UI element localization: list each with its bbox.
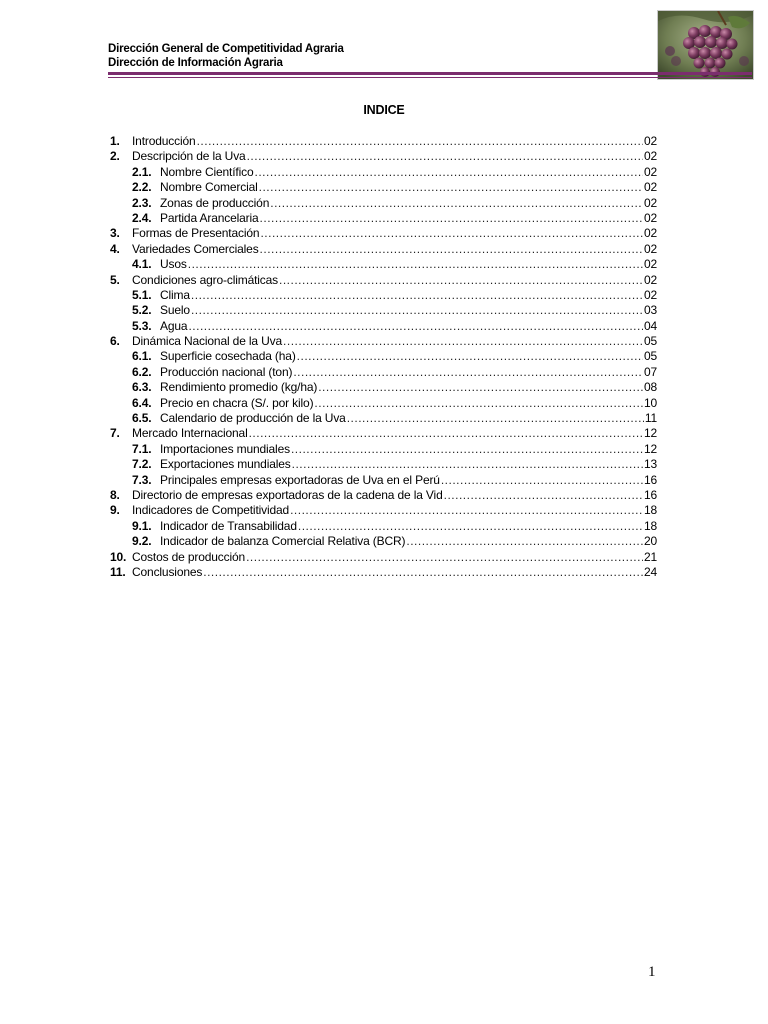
toc-entry[interactable]	[110, 411, 657, 426]
toc-entry-number: 2.	[110, 149, 120, 164]
toc-entry[interactable]	[110, 426, 657, 441]
toc-dot-leader	[249, 426, 643, 441]
toc-entry-label: Indicador de balanza Comercial Relativa (BCR)	[160, 534, 406, 549]
toc-entry-label: Nombre Científico	[160, 164, 254, 179]
toc-dot-leader	[188, 319, 643, 334]
toc-entry-number: 9.1.	[132, 518, 152, 533]
toc-entry[interactable]	[110, 457, 657, 472]
toc-entry-number: 4.1.	[132, 257, 152, 272]
toc-dot-leader	[292, 457, 643, 472]
toc-entry-page: 12	[643, 441, 657, 456]
toc-dot-leader	[314, 396, 643, 411]
toc-entry[interactable]	[110, 226, 657, 241]
toc-entry-number: 6.4.	[132, 395, 152, 410]
toc-entry-number: 7.3.	[132, 472, 152, 487]
toc-entry-page: 02	[643, 210, 657, 225]
toc-dot-leader	[406, 534, 643, 549]
toc-entry[interactable]	[110, 273, 657, 288]
toc-entry-page: 02	[643, 195, 657, 210]
toc-entry-page: 02	[643, 287, 657, 302]
toc-entry[interactable]	[110, 550, 657, 565]
toc-entry-label: Costos de producción	[132, 549, 246, 564]
toc-entry[interactable]	[110, 165, 657, 180]
toc-entry-number: 2.4.	[132, 210, 152, 225]
toc-entry-page: 02	[643, 272, 657, 287]
grapes-illustration	[658, 11, 753, 79]
header-line-2: Dirección de Información Agraria	[108, 57, 283, 69]
toc-entry-page: 24	[643, 564, 657, 579]
toc-dot-leader	[260, 226, 643, 241]
toc-entry-number: 3.	[110, 226, 120, 241]
toc-entry-page: 08	[643, 380, 657, 395]
toc-entry[interactable]	[110, 288, 657, 303]
toc-entry-number: 10.	[110, 549, 127, 564]
toc-entry-number: 1.	[110, 134, 120, 148]
toc-entry-page: 02	[643, 241, 657, 256]
toc-dot-leader	[247, 149, 643, 164]
document-header	[108, 42, 344, 70]
toc-entry-page: 11	[644, 411, 657, 426]
toc-entry-label: Indicadores de Competitividad	[132, 503, 290, 518]
toc-entry-number: 6.3.	[132, 380, 152, 395]
toc-dot-leader	[259, 180, 643, 195]
toc-entry-label: Zonas de producción	[160, 195, 270, 210]
toc-dot-leader	[298, 519, 643, 534]
toc-entry-page: 04	[643, 318, 657, 333]
toc-entry[interactable]	[110, 180, 657, 195]
toc-entry-label: Dinámica Nacional de la Uva	[132, 334, 283, 349]
toc-dot-leader	[279, 273, 643, 288]
toc-entry-number: 9.2.	[132, 534, 152, 549]
toc-entry-page: 02	[643, 257, 657, 272]
toc-entry-label: Formas de Presentación	[132, 226, 260, 241]
toc-entry-label: Nombre Comercial	[160, 180, 258, 195]
toc-entry-label: Clima	[160, 287, 190, 302]
toc-entry[interactable]	[110, 303, 657, 318]
toc-entry-number: 7.2.	[132, 457, 152, 472]
toc-dot-leader	[318, 380, 643, 395]
toc-entry-label: Indicador de Transabilidad	[160, 518, 297, 533]
toc-entry-page: 13	[643, 457, 657, 472]
toc-entry-page: 10	[643, 395, 657, 410]
header-line-1: Dirección General de Competitividad Agraria	[108, 43, 344, 55]
toc-entry-label: Partida Arancelaria	[160, 210, 259, 225]
toc-entry-page: 16	[643, 487, 657, 502]
toc-entry-number: 11.	[110, 564, 126, 579]
toc-entry-number: 6.	[110, 334, 120, 349]
toc-entry-number: 7.1.	[132, 441, 152, 456]
toc-entry-number: 6.5.	[132, 411, 152, 426]
toc-entry[interactable]	[110, 196, 657, 211]
toc-entry-label: Descripción de la Uva	[132, 149, 246, 164]
toc-entry[interactable]	[110, 534, 657, 549]
toc-entry[interactable]	[110, 365, 657, 380]
toc-entry[interactable]	[110, 442, 657, 457]
toc-entry-label: Exportaciones mundiales	[160, 457, 291, 472]
toc-entry-page: 05	[643, 334, 657, 349]
page-number: 1	[648, 964, 656, 980]
grapes-photo-icon	[657, 10, 754, 80]
toc-entry-label: Producción nacional (ton)	[160, 364, 293, 379]
toc-entry-number: 5.2.	[132, 303, 152, 318]
toc-entry[interactable]	[110, 349, 657, 364]
toc-entry-label: Superficie cosechada (ha)	[160, 349, 296, 364]
header-divider-thin	[108, 77, 752, 78]
toc-entry-page: 02	[643, 226, 657, 241]
toc-entry-label: Agua	[160, 318, 188, 333]
toc-entry-number: 2.3.	[132, 195, 152, 210]
toc-dot-leader	[191, 288, 643, 303]
toc-entry[interactable]	[110, 242, 657, 257]
toc-entry-page: 02	[643, 134, 657, 148]
toc-entry[interactable]	[110, 257, 657, 272]
toc-entry[interactable]	[110, 319, 657, 334]
toc-entry-page: 16	[643, 472, 657, 487]
toc-entry-page: 18	[643, 518, 657, 533]
toc-title: INDICE	[363, 103, 405, 117]
toc-dot-leader	[444, 488, 643, 503]
toc-entry-page: 20	[643, 534, 657, 549]
toc-entry-label: Mercado Internacional	[132, 426, 248, 441]
toc-entry-number: 9.	[110, 503, 120, 518]
toc-entry-label: Principales empresas exportadoras de Uva en el Perú	[160, 472, 440, 487]
toc-entry-page: 03	[643, 303, 657, 318]
toc-entry-number: 4.	[110, 241, 120, 256]
toc-dot-leader	[290, 503, 643, 518]
toc-entry[interactable]	[110, 380, 657, 395]
toc-dot-leader	[188, 257, 643, 272]
toc-dot-leader	[203, 565, 643, 580]
toc-entry[interactable]	[110, 149, 657, 164]
toc-entry-page: 02	[643, 164, 657, 179]
toc-dot-leader	[441, 473, 643, 488]
toc-entry[interactable]	[110, 473, 657, 488]
toc-dot-leader	[197, 134, 643, 149]
toc-entry-label: Introducción	[132, 134, 196, 148]
toc-entry-number: 6.2.	[132, 364, 152, 379]
toc-dot-leader	[283, 334, 643, 349]
toc-entry-number: 5.1.	[132, 287, 152, 302]
toc-entry[interactable]	[110, 134, 657, 149]
toc-dot-leader	[260, 242, 643, 257]
toc-entry[interactable]	[110, 503, 657, 518]
toc-entry-page: 21	[643, 549, 657, 564]
toc-entry[interactable]	[110, 334, 657, 349]
toc-entry-page: 18	[643, 503, 657, 518]
toc-entry-number: 8.	[110, 487, 120, 502]
toc-entry-number: 5.	[110, 272, 120, 287]
toc-entry-page: 02	[643, 180, 657, 195]
toc-dot-leader	[297, 349, 643, 364]
toc-entry-page: 12	[643, 426, 657, 441]
toc-dot-leader	[347, 411, 644, 426]
toc-entry-label: Usos	[160, 257, 187, 272]
toc-entry-page: 07	[643, 364, 657, 379]
toc-entry-label: Directorio de empresas exportadoras de la cadena de la Vid	[132, 487, 443, 502]
toc-entry-label: Precio en chacra (S/. por kilo)	[160, 395, 314, 410]
header-divider-thick	[108, 72, 752, 75]
toc-entry-label: Condiciones agro-climáticas	[132, 272, 279, 287]
toc-entry-number: 6.1.	[132, 349, 152, 364]
toc-dot-leader	[270, 196, 643, 211]
toc-entry[interactable]	[110, 396, 657, 411]
toc-entry-number: 2.2.	[132, 180, 152, 195]
toc-entry[interactable]	[110, 211, 657, 226]
toc-entry-label: Rendimiento promedio (kg/ha)	[160, 380, 318, 395]
toc-entry-number: 5.3.	[132, 318, 152, 333]
toc-dot-leader	[293, 365, 643, 380]
toc-dot-leader	[246, 550, 643, 565]
toc-entry[interactable]	[110, 488, 657, 503]
toc-entry-label: Calendario de producción de la Uva	[160, 411, 346, 426]
toc-dot-leader	[191, 303, 643, 318]
toc-entry-label: Importaciones mundiales	[160, 441, 290, 456]
toc-entry-label: Suelo	[160, 303, 190, 318]
toc-entry[interactable]	[110, 519, 657, 534]
toc-dot-leader	[291, 442, 643, 457]
toc-entry-number: 7.	[110, 426, 120, 441]
toc-entry-number: 2.1.	[132, 164, 152, 179]
toc-entry-page: 02	[643, 149, 657, 164]
toc-entry-label: Variedades Comerciales	[132, 241, 259, 256]
toc-entry-label: Conclusiones	[132, 564, 203, 579]
toc-entry-page: 05	[643, 349, 657, 364]
table-of-contents	[110, 134, 657, 580]
toc-dot-leader	[260, 211, 643, 226]
toc-entry[interactable]	[110, 565, 657, 580]
toc-dot-leader	[255, 165, 643, 180]
